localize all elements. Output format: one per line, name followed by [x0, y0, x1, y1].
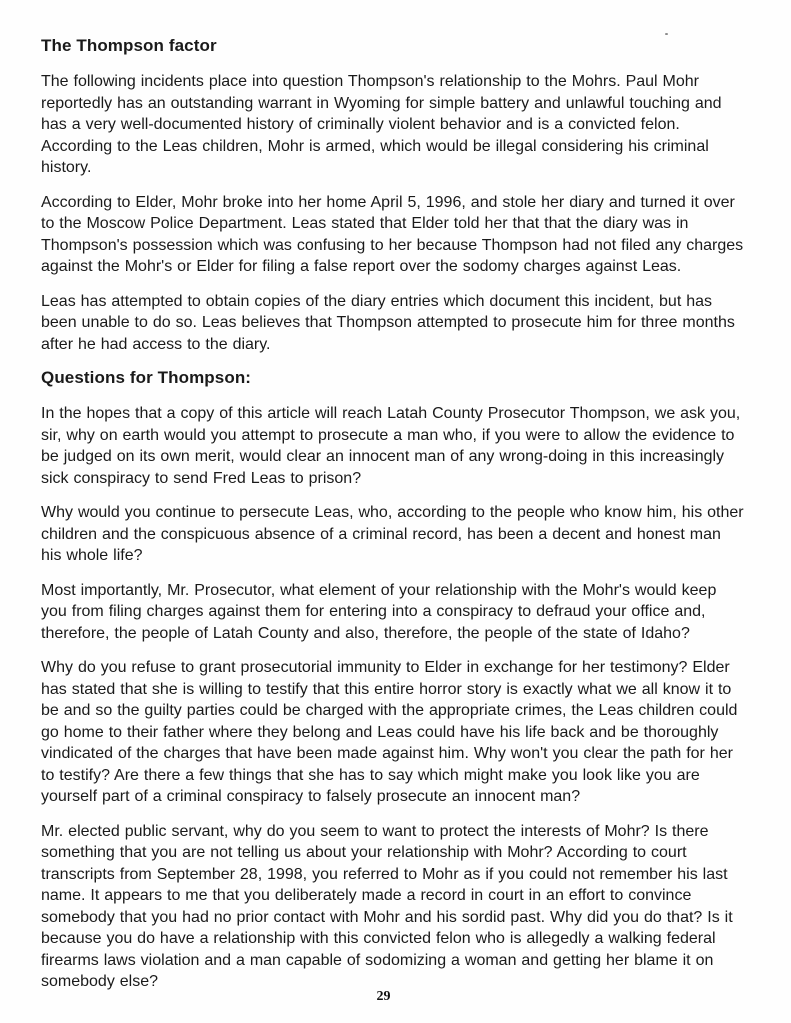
page-number: 29 [376, 989, 391, 1004]
paragraph: Why would you continue to persecute Leas, who, according to the people who know him, his other children and the conspicuous absence of a criminal record, has been a decent and honest man his whole life? [41, 504, 744, 564]
section-heading-thompson-factor: The Thompson factor [41, 36, 217, 55]
section-heading-questions-for-thompson: Questions for Thompson: [41, 368, 252, 387]
paragraph: Why do you refuse to grant prosecutorial immunity to Elder in exchange for her testimony? Elder has stated that she is willing to testify that this entire horror story is exactly what we all know it to be and so the guilty parties could be charged with the appropriate crimes, the Leas children could go home to their father where they belong and Leas could have his life back and be thoroughly vindicated of the charges that have been made against him. Why won't you clear the path for her to testify? Are there a few things that she has to say which might make you look like you are yourself part of a criminal conspiracy to falsely prosecute an innocent man? [41, 659, 738, 805]
scan-speck [665, 33, 668, 35]
paragraph: In the hopes that a copy of this article will reach Latah County Prosecutor Thompson, we ask you, sir, why on earth would you attempt to prosecute a man who, if you were to allow the evidence to be judged on its own merit, would clear an innocent man of any wrong-doing in this increasingly sick conspiracy to send Fred Leas to prison? [41, 405, 741, 487]
paragraph: Mr. elected public servant, why do you seem to want to protect the interests of Mohr? Is there something that you are not telling us about your relationship with Mohr? According to court transcripts from September 28, 1998, you referred to Mohr as if you could not remember his last name. It appears to me that you deliberately made a record in court in an effort to convince somebody that you had no prior contact with Mohr and his sordid past. Why did you do that? Is it because you do have a relationship with this convicted felon who is allegedly a walking federal firearms laws violation and a man capable of sodomizing a woman and getting her blame it on somebody else? [41, 822, 733, 990]
paragraph: According to Elder, Mohr broke into her home April 5, 1996, and stole her diary and turned it over to the Moscow Police Department. Leas stated that Elder told her that that the diary was in Thompson's possession which was confusing to her because Thompson had not filed any charges against the Mohr's or Elder for filing a false report over the sodomy charges against Leas. [41, 193, 744, 275]
paragraph: The following incidents place into question Thompson's relationship to the Mohrs. Paul Mohr reportedly has an outstanding warrant in Wyoming for simple battery and unlawful touching and has a very well-documented history of criminally violent behavior and is a convicted felon. According to the Leas children, Mohr is armed, which would be illegal considering his criminal history. [41, 73, 722, 176]
paragraph: Leas has attempted to obtain copies of the diary entries which document this incident, but has been unable to do so. Leas believes that Thompson attempted to prosecute him for three months after he had access to the diary. [41, 292, 735, 353]
paragraph: Most importantly, Mr. Prosecutor, what element of your relationship with the Mohr's would keep you from filing charges against them for entering into a conspiracy to defraud your office and, therefore, the people of Latah County and also, therefore, the people of the state of Idaho? [41, 581, 717, 642]
